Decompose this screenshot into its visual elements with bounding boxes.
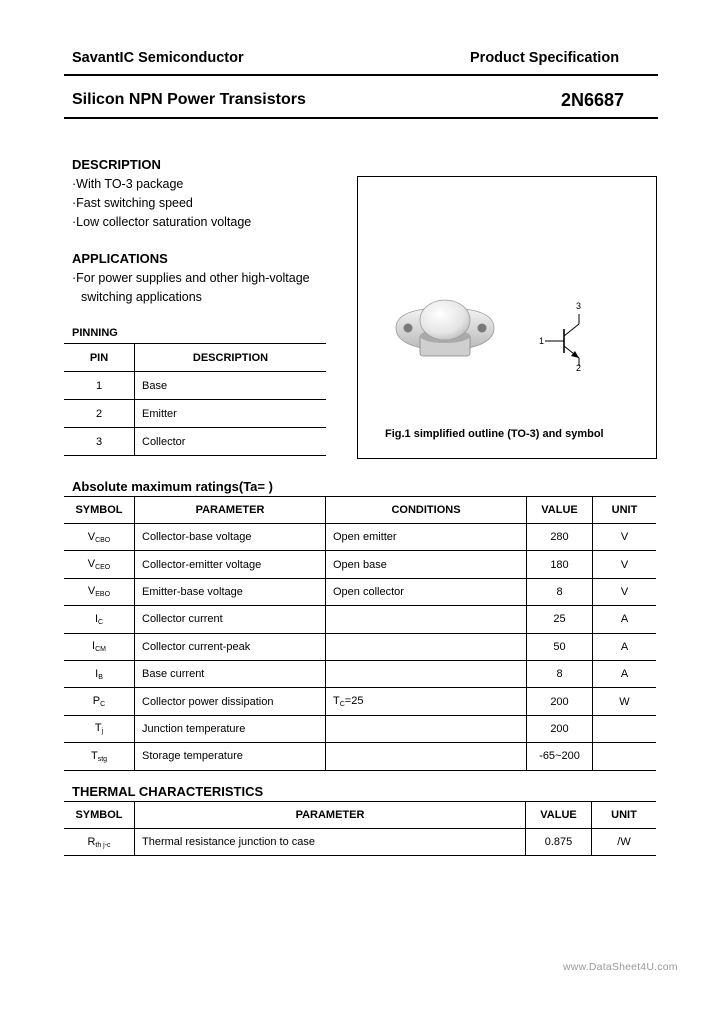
table-row <box>64 743 656 770</box>
value-cell: 200 <box>527 688 593 715</box>
table-row <box>64 688 656 715</box>
table-header-row <box>64 802 656 829</box>
conditions-cell <box>326 606 527 633</box>
value-cell: 8 <box>527 660 593 687</box>
description-heading: DESCRIPTION <box>72 157 161 172</box>
value-cell: 280 <box>527 524 593 551</box>
symbol-sub: stg <box>97 755 108 763</box>
pin-description: Base <box>142 379 168 392</box>
table-row <box>64 372 326 400</box>
figure-caption: Fig.1 simplified outline (TO-3) and symbol <box>385 428 604 440</box>
value-cell: 25 <box>527 606 593 633</box>
value-cell: 200 <box>527 715 593 742</box>
col-parameter: PARAMETER <box>135 497 326 524</box>
symbol-main: V <box>87 530 96 543</box>
table-row <box>64 524 656 551</box>
unit-cell: A <box>620 640 629 653</box>
condition-main: T <box>333 695 340 708</box>
symbol-pin-collector: 3 <box>576 301 582 311</box>
unit-cell: W <box>619 695 630 708</box>
condition-main: Open base <box>333 558 387 571</box>
symbol-cell <box>64 551 135 578</box>
col-unit: UNIT <box>611 504 638 516</box>
conditions-cell <box>326 743 527 770</box>
symbol-sub: CEO <box>95 564 111 572</box>
description-item: ·Low collector saturation voltage <box>72 214 252 229</box>
unit-cell: /W <box>617 836 631 849</box>
table-row <box>64 606 656 633</box>
symbol-pin-base: 1 <box>539 336 545 346</box>
symbol-cell <box>64 715 135 742</box>
applications-item-cont: switching applications <box>81 290 202 304</box>
pinning-heading: PINNING <box>72 327 118 339</box>
condition-main: Open emitter <box>333 531 397 544</box>
condition-tail: =25 <box>344 695 364 708</box>
table-row <box>64 551 656 578</box>
col-parameter: PARAMETER <box>135 802 526 829</box>
symbol-cell <box>64 743 135 770</box>
applications-item: ·For power supplies and other high-voltage <box>72 271 310 285</box>
col-symbol: SYMBOL <box>64 497 135 524</box>
symbol-cell <box>64 688 135 715</box>
table-header-row <box>64 497 656 524</box>
symbol-sub: CBO <box>95 536 111 544</box>
symbol-cell <box>64 578 135 605</box>
parameter-cell: Storage temperature <box>135 743 326 770</box>
symbol-sub: th j-c <box>95 841 111 849</box>
col-value: VALUE <box>527 497 593 524</box>
symbol-sub: j <box>101 728 104 736</box>
col-symbol: SYMBOL <box>64 802 135 829</box>
symbol-cell <box>64 660 135 687</box>
table-row <box>64 428 326 456</box>
description-item: ·Fast switching speed <box>72 195 193 210</box>
table-row <box>64 400 326 428</box>
thermal-table <box>64 801 656 856</box>
table-row <box>64 715 656 742</box>
unit-cell: A <box>620 613 629 626</box>
unit-cell: V <box>620 558 629 571</box>
conditions-cell <box>326 660 527 687</box>
parameter-cell: Collector current-peak <box>135 633 326 660</box>
unit-cell <box>593 743 657 770</box>
col-value: VALUE <box>526 802 592 829</box>
symbol-main: T <box>90 749 98 762</box>
col-unit: UNIT <box>611 809 637 821</box>
symbol-sub: EBO <box>95 591 111 599</box>
parameter-cell: Collector current <box>135 606 326 633</box>
table-row <box>64 660 656 687</box>
value-cell: 50 <box>527 633 593 660</box>
parameter-cell: Junction temperature <box>135 715 326 742</box>
table-row <box>64 633 656 660</box>
unit-cell <box>593 715 657 742</box>
company-name: SavantIC Semiconductor <box>72 50 244 66</box>
symbol-main: R <box>87 835 96 848</box>
parameter-cell: Collector power dissipation <box>135 688 326 715</box>
product-line-title: Silicon NPN Power Transistors <box>72 91 306 108</box>
col-pin: PIN <box>64 344 135 372</box>
condition-sub: C <box>339 701 345 709</box>
to3-package-image <box>390 290 500 370</box>
thermal-heading: THERMAL CHARACTERISTICS <box>72 784 264 799</box>
value-cell: 8 <box>527 578 593 605</box>
col-conditions: CONDITIONS <box>326 497 527 524</box>
pin-number: 2 <box>64 400 135 428</box>
pinning-table <box>64 343 326 456</box>
value-cell: -65~200 <box>527 743 593 770</box>
symbol-cell <box>64 829 135 856</box>
document-type: Product Specification <box>470 50 620 66</box>
conditions-cell <box>326 551 527 578</box>
symbol-cell <box>64 633 135 660</box>
pin-number: 3 <box>64 428 135 456</box>
parameter-cell: Collector-base voltage <box>135 524 326 551</box>
symbol-sub: B <box>98 673 103 681</box>
abs-max-heading: Absolute maximum ratings(Ta= ) <box>72 479 273 494</box>
symbol-cell <box>64 524 135 551</box>
pin-description: Collector <box>142 435 186 448</box>
unit-cell: V <box>620 531 629 544</box>
conditions-cell <box>326 578 527 605</box>
unit-cell: V <box>620 585 629 598</box>
symbol-sub: CM <box>95 646 106 654</box>
description-item: ·With TO-3 package <box>72 177 184 191</box>
parameter-cell: Thermal resistance junction to case <box>135 829 526 856</box>
symbol-main: I <box>95 667 99 680</box>
unit-cell: A <box>620 668 629 681</box>
symbol-main: V <box>87 585 96 598</box>
applications-heading: APPLICATIONS <box>72 251 168 266</box>
parameter-cell: Emitter-base voltage <box>135 578 326 605</box>
value-cell: 0.875 <box>526 829 592 856</box>
conditions-cell <box>326 633 527 660</box>
table-header-row <box>64 344 326 372</box>
conditions-cell <box>326 524 527 551</box>
symbol-sub: C <box>98 618 104 626</box>
condition-main: Open collector <box>333 585 404 598</box>
title-rule <box>64 117 658 119</box>
col-description: DESCRIPTION <box>192 351 269 364</box>
description-list <box>72 175 251 231</box>
symbol-main: P <box>92 695 101 708</box>
pin-number: 1 <box>64 372 135 400</box>
table-row <box>64 578 656 605</box>
table-row <box>64 829 656 856</box>
symbol-main: I <box>94 612 98 625</box>
conditions-cell <box>326 715 527 742</box>
conditions-cell <box>326 688 527 715</box>
symbol-cell <box>64 606 135 633</box>
symbol-main: T <box>94 722 102 735</box>
symbol-sub: C <box>100 701 106 709</box>
symbol-main: V <box>87 558 96 571</box>
watermark: www.DataSheet4U.com <box>563 961 678 973</box>
abs-max-table <box>64 496 656 771</box>
pin-description: Emitter <box>142 407 177 420</box>
parameter-cell: Base current <box>135 660 326 687</box>
part-number: 2N6687 <box>561 90 625 110</box>
parameter-cell: Collector-emitter voltage <box>135 551 326 578</box>
symbol-pin-emitter: 2 <box>576 363 582 373</box>
value-cell: 180 <box>527 551 593 578</box>
symbol-main: I <box>92 640 96 653</box>
header-rule <box>64 74 658 76</box>
